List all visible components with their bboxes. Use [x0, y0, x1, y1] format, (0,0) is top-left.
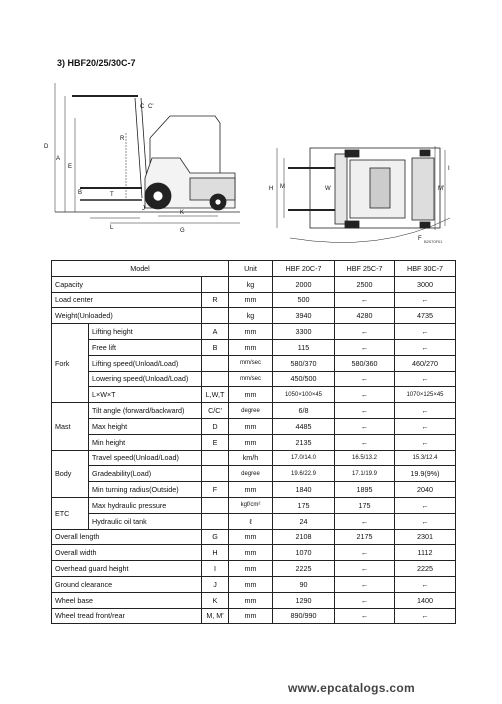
- row-symbol: B: [202, 339, 229, 355]
- row-item-label: Hydraulic oil tank: [89, 513, 202, 529]
- row-value: 1895: [335, 482, 395, 498]
- table-row: [52, 403, 456, 419]
- row-value: ←: [395, 371, 456, 387]
- row-value: ←: [395, 434, 456, 450]
- row-symbol: [202, 355, 229, 371]
- row-symbol: A: [202, 324, 229, 340]
- row-value: 1112: [395, 545, 456, 561]
- row-value: ←: [335, 324, 395, 340]
- row-value: 175: [335, 497, 395, 513]
- row-value: ←: [395, 576, 456, 592]
- row-symbol: R: [202, 292, 229, 308]
- row-item-label: Lowering speed(Unload/Load): [89, 371, 202, 387]
- svg-text:A: A: [56, 156, 61, 162]
- table-row: [52, 308, 456, 324]
- row-unit: kgf/cm²: [229, 497, 273, 513]
- svg-text:H: H: [269, 186, 274, 192]
- row-value: 890/990: [273, 608, 335, 624]
- row-value: 3300: [273, 324, 335, 340]
- row-item-label: Overhead guard height: [52, 561, 202, 577]
- top-view-drawing: [277, 146, 450, 243]
- table-row: [52, 418, 456, 434]
- row-group-label: Mast: [52, 403, 89, 450]
- row-symbol: K: [202, 592, 229, 608]
- row-unit: degree: [229, 403, 273, 419]
- svg-text:K: K: [180, 210, 185, 216]
- row-item-label: Weight(Unloaded): [52, 308, 202, 324]
- table-row: [52, 576, 456, 592]
- row-value: ←: [335, 561, 395, 577]
- row-symbol: I: [202, 561, 229, 577]
- svg-text:M': M': [438, 186, 445, 192]
- row-symbol: E: [202, 434, 229, 450]
- row-value: ←: [335, 418, 395, 434]
- row-symbol: [202, 497, 229, 513]
- table-row: [52, 592, 456, 608]
- table-header-row: [52, 261, 456, 277]
- svg-text:C: C: [140, 104, 145, 110]
- row-item-label: Overall length: [52, 529, 202, 545]
- row-value: ←: [335, 292, 395, 308]
- row-value: 24: [273, 513, 335, 529]
- row-value: 4485: [273, 418, 335, 434]
- header-hbf25: HBF 25C-7: [335, 261, 395, 277]
- row-value: 17.0/14.0: [273, 450, 335, 466]
- row-value: 17.1/19.9: [335, 466, 395, 482]
- row-unit: mm: [229, 592, 273, 608]
- row-value: 19.9(9%): [395, 466, 456, 482]
- svg-text:T: T: [110, 192, 114, 198]
- svg-text:B: B: [78, 190, 83, 196]
- row-value: 3000: [395, 276, 456, 292]
- row-value: 175: [273, 497, 335, 513]
- row-unit: mm: [229, 434, 273, 450]
- row-value: ←: [335, 339, 395, 355]
- svg-text:F: F: [418, 236, 422, 242]
- row-value: 15.3/12.4: [395, 450, 456, 466]
- row-group-label: ETC: [52, 497, 89, 529]
- row-value: 1070: [273, 545, 335, 561]
- row-value: ←: [395, 608, 456, 624]
- row-value: 2225: [273, 561, 335, 577]
- svg-text:G: G: [180, 228, 185, 234]
- row-item-label: Tilt angle (forward/backward): [89, 403, 202, 419]
- row-value: ←: [335, 576, 395, 592]
- table-row: [52, 387, 456, 403]
- row-value: 500: [273, 292, 335, 308]
- row-unit: mm: [229, 561, 273, 577]
- row-symbol: L,W,T: [202, 387, 229, 403]
- row-value: 4735: [395, 308, 456, 324]
- row-unit: mm/sec: [229, 371, 273, 387]
- row-value: 19.6/22.9: [273, 466, 335, 482]
- row-value: ←: [395, 418, 456, 434]
- drawing-code: B2070F01: [424, 239, 443, 244]
- row-value: 450/500: [273, 371, 335, 387]
- row-value: 580/360: [335, 355, 395, 371]
- row-unit: mm: [229, 339, 273, 355]
- row-unit: mm/sec: [229, 355, 273, 371]
- row-value: 1290: [273, 592, 335, 608]
- row-unit: kg: [229, 276, 273, 292]
- table-row: [52, 561, 456, 577]
- table-row: [52, 466, 456, 482]
- table-row: [52, 497, 456, 513]
- svg-text:D: D: [44, 144, 49, 150]
- row-value: 1050×100×45: [273, 387, 335, 403]
- row-value: ←: [335, 434, 395, 450]
- row-value: 2135: [273, 434, 335, 450]
- row-value: ←: [395, 513, 456, 529]
- svg-text:J: J: [142, 206, 145, 212]
- row-symbol: G: [202, 529, 229, 545]
- footer-watermark: www.epcatalogs.com: [288, 681, 415, 695]
- table-row: [52, 608, 456, 624]
- table-row: [52, 371, 456, 387]
- row-item-label: Max height: [89, 418, 202, 434]
- svg-text:M: M: [280, 184, 285, 190]
- row-value: 2175: [335, 529, 395, 545]
- row-unit: kg: [229, 308, 273, 324]
- row-item-label: Ground clearance: [52, 576, 202, 592]
- row-unit: mm: [229, 576, 273, 592]
- row-value: 2225: [395, 561, 456, 577]
- table-row: [52, 529, 456, 545]
- row-item-label: Gradeability(Load): [89, 466, 202, 482]
- row-value: 2500: [335, 276, 395, 292]
- row-value: 1070×125×45: [395, 387, 456, 403]
- row-symbol: J: [202, 576, 229, 592]
- row-value: ←: [335, 608, 395, 624]
- row-unit: mm: [229, 529, 273, 545]
- row-item-label: Wheel tread front/rear: [52, 608, 202, 624]
- row-value: ←: [335, 371, 395, 387]
- row-value: 1840: [273, 482, 335, 498]
- row-value: ←: [395, 497, 456, 513]
- svg-text:W: W: [325, 186, 331, 192]
- row-value: ←: [335, 513, 395, 529]
- row-unit: degree: [229, 466, 273, 482]
- table-row: [52, 324, 456, 340]
- row-symbol: F: [202, 482, 229, 498]
- table-row: [52, 292, 456, 308]
- row-group-label: Fork: [52, 324, 89, 403]
- table-row: [52, 513, 456, 529]
- svg-text:L: L: [110, 225, 114, 231]
- row-value: 2108: [273, 529, 335, 545]
- row-item-label: Capacity: [52, 276, 202, 292]
- row-value: 460/270: [395, 355, 456, 371]
- svg-text:E: E: [68, 164, 73, 170]
- row-value: ←: [395, 324, 456, 340]
- row-item-label: Min height: [89, 434, 202, 450]
- forklift-dimension-drawings: [40, 78, 470, 248]
- row-unit: mm: [229, 482, 273, 498]
- row-unit: mm: [229, 608, 273, 624]
- table-row: [52, 355, 456, 371]
- row-value: 3940: [273, 308, 335, 324]
- row-value: 16.5/13.2: [335, 450, 395, 466]
- row-value: ←: [395, 403, 456, 419]
- row-symbol: M, M': [202, 608, 229, 624]
- row-symbol: [202, 450, 229, 466]
- row-value: ←: [335, 387, 395, 403]
- header-unit: Unit: [229, 261, 273, 277]
- row-item-label: Load center: [52, 292, 202, 308]
- svg-text:I: I: [448, 166, 450, 172]
- row-item-label: Overall width: [52, 545, 202, 561]
- row-unit: ℓ: [229, 513, 273, 529]
- table-row: [52, 545, 456, 561]
- row-group-label: Body: [52, 450, 89, 497]
- row-symbol: [202, 466, 229, 482]
- row-item-label: Travel speed(Unload/Load): [89, 450, 202, 466]
- svg-text:C': C': [148, 104, 154, 110]
- row-symbol: D: [202, 418, 229, 434]
- row-unit: mm: [229, 292, 273, 308]
- row-value: ←: [395, 339, 456, 355]
- row-value: 6/8: [273, 403, 335, 419]
- row-item-label: Lifting height: [89, 324, 202, 340]
- row-symbol: C/C': [202, 403, 229, 419]
- row-unit: mm: [229, 418, 273, 434]
- row-value: 2301: [395, 529, 456, 545]
- row-value: ←: [335, 545, 395, 561]
- table-row: [52, 450, 456, 466]
- table-row: [52, 276, 456, 292]
- table-row: [52, 482, 456, 498]
- row-symbol: [202, 371, 229, 387]
- row-unit: km/h: [229, 450, 273, 466]
- table-row: [52, 434, 456, 450]
- row-value: 2040: [395, 482, 456, 498]
- row-item-label: Lifting speed(Unload/Load): [89, 355, 202, 371]
- row-symbol: [202, 513, 229, 529]
- row-item-label: L×W×T: [89, 387, 202, 403]
- row-value: ←: [395, 292, 456, 308]
- row-unit: mm: [229, 545, 273, 561]
- row-value: 115: [273, 339, 335, 355]
- row-unit: mm: [229, 387, 273, 403]
- row-item-label: Min turning radius(Outside): [89, 482, 202, 498]
- svg-text:R: R: [120, 136, 125, 142]
- row-item-label: Wheel base: [52, 592, 202, 608]
- row-value: 4280: [335, 308, 395, 324]
- row-value: ←: [335, 592, 395, 608]
- row-value: 2000: [273, 276, 335, 292]
- row-symbol: [202, 276, 229, 292]
- row-item-label: Free lift: [89, 339, 202, 355]
- row-symbol: H: [202, 545, 229, 561]
- header-hbf20: HBF 20C-7: [273, 261, 335, 277]
- header-hbf30: HBF 30C-7: [395, 261, 456, 277]
- row-value: ←: [335, 403, 395, 419]
- table-row: [52, 339, 456, 355]
- row-item-label: Max hydraulic pressure: [89, 497, 202, 513]
- row-unit: mm: [229, 324, 273, 340]
- row-value: 1400: [395, 592, 456, 608]
- row-value: 580/370: [273, 355, 335, 371]
- page-title: 3) HBF20/25/30C-7: [57, 58, 136, 68]
- row-symbol: [202, 308, 229, 324]
- specification-table: [51, 260, 456, 624]
- header-model: Model: [52, 261, 229, 277]
- row-value: 90: [273, 576, 335, 592]
